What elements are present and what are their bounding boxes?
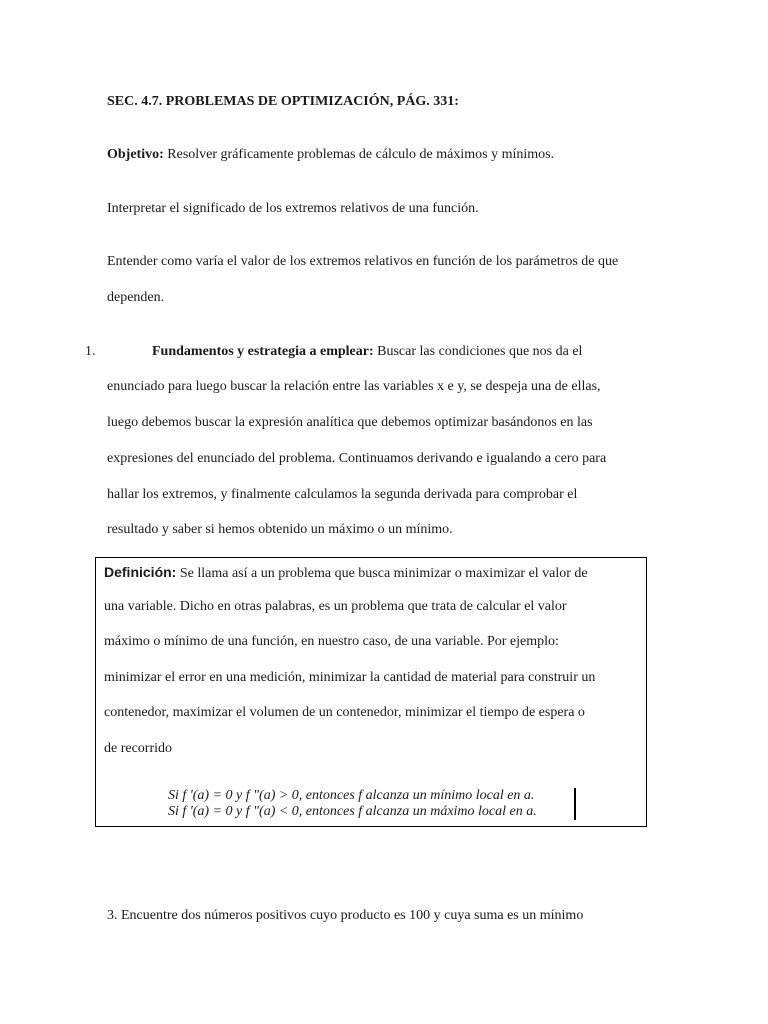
understand-line-2: dependen. bbox=[107, 290, 165, 305]
definition-box bbox=[95, 557, 647, 827]
definition-line-4: minimizar el error en una medición, minimizar la cantidad de material para construir un bbox=[104, 670, 596, 685]
formula-minimum: Si f '(a) = 0 y f "(a) > 0, entonces f alcanza un mínimo local en a. bbox=[168, 788, 535, 803]
objective-paragraph bbox=[107, 146, 554, 164]
item1-line-5: hallar los extremos, y finalmente calculamos la segunda derivada para comprobar el bbox=[107, 487, 578, 502]
item1-line-3: luego debemos buscar la expresión analítica que debemos optimizar basándonos en las bbox=[107, 415, 593, 430]
problem-3: 3. Encuentre dos números positivos cuyo producto es 100 y cuya suma es un mínimo bbox=[107, 908, 584, 923]
item1-line-2: enunciado para luego buscar la relación entre las variables x e y, se despeja una de ellas, bbox=[107, 379, 601, 394]
definition-line-6: de recorrido bbox=[104, 741, 173, 756]
item1-line-1 bbox=[152, 343, 582, 361]
definition-text: Se llama así a un problema que busca minimizar o maximizar el valor de bbox=[176, 566, 588, 581]
definition-line-1 bbox=[104, 563, 588, 583]
item1-line-6: resultado y saber si hemos obtenido un máximo o un mínimo. bbox=[107, 522, 453, 537]
item1-text: Buscar las condiciones que nos da el bbox=[373, 344, 583, 359]
text-cursor bbox=[574, 788, 576, 820]
definition-line-2: una variable. Dicho en otras palabras, es un problema que trata de calcular el valor bbox=[104, 599, 567, 614]
understand-line-1: Entender como varía el valor de los extremos relativos en función de los parámetros de que bbox=[107, 254, 619, 269]
item1-number: 1. bbox=[85, 344, 96, 359]
formula-maximum: Si f '(a) = 0 y f "(a) < 0, entonces f alcanza un máximo local en a. bbox=[168, 804, 537, 819]
item1-line-4: expresiones del enunciado del problema. Continuamos derivando e igualando a cero para bbox=[107, 451, 607, 466]
interpret-paragraph: Interpretar el significado de los extremos relativos de una función. bbox=[107, 201, 479, 216]
definition-line-3: máximo o mínimo de una función, en nuestro caso, de una variable. Por ejemplo: bbox=[104, 634, 559, 649]
definition-line-5: contenedor, maximizar el volumen de un contenedor, minimizar el tiempo de espera o bbox=[104, 705, 585, 720]
section-heading: SEC. 4.7. PROBLEMAS DE OPTIMIZACIÓN, PÁG. 331: bbox=[107, 94, 459, 109]
definition-term: Definición: bbox=[104, 564, 177, 580]
item1-label: Fundamentos y estrategia a emplear: bbox=[152, 344, 374, 359]
objective-text: Resolver gráficamente problemas de cálculo de máximos y mínimos. bbox=[163, 147, 555, 162]
objective-label: Objetivo: bbox=[107, 147, 164, 162]
